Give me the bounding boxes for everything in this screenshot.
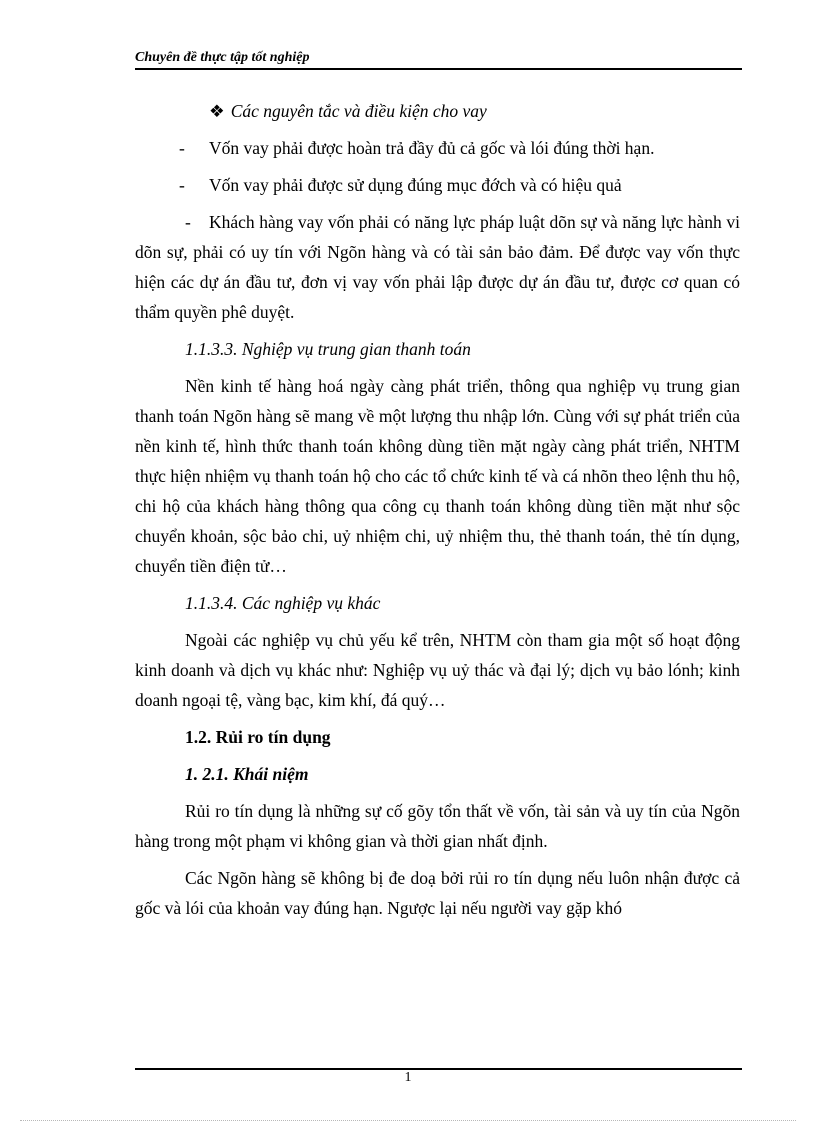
section-121-heading: 1. 2.1. Khái niệm [185, 764, 309, 784]
page-number: 1 [404, 1070, 412, 1085]
bullet-item [135, 170, 740, 200]
dash-bullet-icon: - [185, 212, 191, 232]
bullet-item [135, 207, 740, 327]
bullet-item-text: Vốn vay phải được hoàn trả đầy đủ cả gốc và lói đúng thời hạn. [209, 138, 655, 158]
section-1133-paragraph: Nền kinh tế hàng hoá ngày càng phát triển, thông qua nghiệp vụ trung gian thanh toán Ngõn hàng sẽ mang về một lượng thu nhập lớn. Cùng với sự phát triển của nền kinh tế, hình thức thanh toán không dùng tiền mặt ngày càng phát triển, NHTM thực hiện nhiệm vụ thanh toán hộ cho các tổ chức kinh tế và cá nhõn theo lệnh thu hộ, chi hộ của khách hàng thông qua công cụ thanh toán không dùng tiền mặt như sộc chuyển khoản, sộc bảo chi, uỷ nhiệm chi, uỷ nhiệm thu, thẻ thanh toán, thẻ tín dụng, chuyển tiền điện tử… [135, 376, 740, 576]
header-divider [135, 68, 742, 70]
dash-bullet-icon: - [179, 138, 185, 158]
diamond-bullet-icon: ❖ [209, 101, 225, 121]
section-1133-heading: 1.1.3.3. Nghiệp vụ trung gian thanh toán [185, 339, 471, 359]
section-12-heading: 1.2. Rủi ro tín dụng [185, 727, 331, 747]
dash-bullet-icon: - [179, 175, 185, 195]
page-bottom-edge [20, 1120, 796, 1121]
section-1134-paragraph: Ngoài các nghiệp vụ chủ yếu kể trên, NHTM còn tham gia một số hoạt động kinh doanh và dịch vụ khác như: Nghiệp vụ uỷ thác và đại lý; dịch vụ bảo lónh; kinh doanh ngoại tệ, vàng bạc, kim khí, đá quý… [135, 630, 740, 710]
document-body [135, 96, 740, 930]
section-121-paragraph: Rủi ro tín dụng là những sự cố gõy tổn thất về vốn, tài sản và uy tín của Ngõn hàng trong một phạm vi không gian và thời gian nhất định. [135, 801, 740, 851]
section-1134-heading: 1.1.3.4. Các nghiệp vụ khác [185, 593, 381, 613]
bullet-item-text: Vốn vay phải được sử dụng đúng mục đớch và có hiệu quả [209, 175, 622, 195]
lending-principles-heading [135, 96, 740, 126]
lending-principles-heading-text: Các nguyên tắc và điều kiện cho vay [230, 101, 487, 121]
bullet-item-text: Khách hàng vay vốn phải có năng lực pháp luật dõn sự và năng lực hành vi dõn sự, phải có uy tín với Ngõn hàng và có tài sản bảo đảm. Để được vay vốn thực hiện các dự án đầu tư, đơn vị vay vốn phải lập được dự án đầu tư, được cơ quan có thẩm quyền phê duyệt. [135, 212, 740, 322]
section-121-paragraph: Các Ngõn hàng sẽ không bị đe doạ bởi rủi ro tín dụng nếu luôn nhận được cả gốc và lói của khoản vay đúng hạn. Ngược lại nếu người vay gặp khó [135, 868, 740, 918]
document-header-title: Chuyên đề thực tập tốt nghiệp [135, 50, 310, 65]
bullet-item [135, 133, 740, 163]
